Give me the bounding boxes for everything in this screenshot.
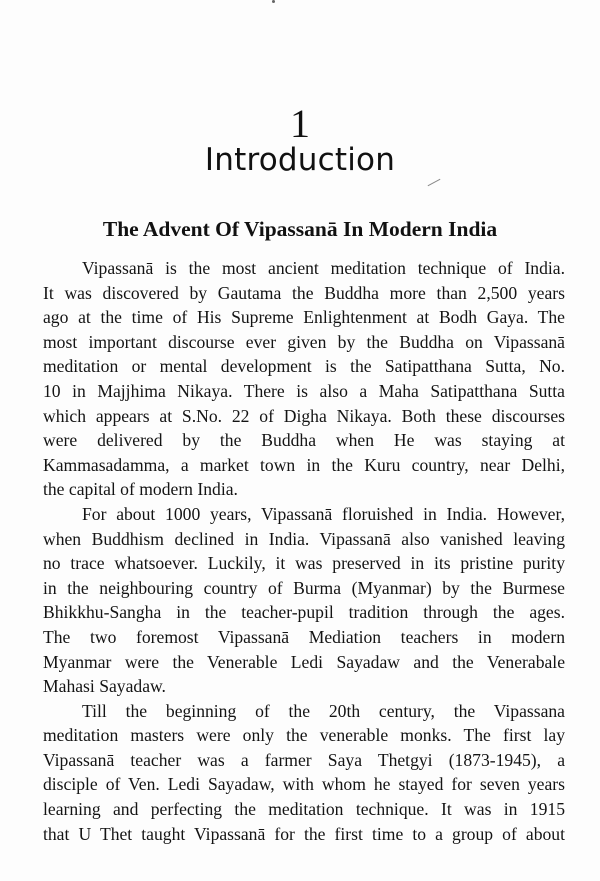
text-line: 10 in Majjhima Nikaya. There is also a Maha Satipatthana Sutta bbox=[43, 380, 565, 401]
print-speck bbox=[272, 0, 275, 3]
text-line: when Buddhism declined in India. Vipassanā also vanished leaving bbox=[43, 528, 565, 549]
text-line: were delivered by the Buddha when He was staying at bbox=[43, 430, 565, 451]
text-line: Kammasadamma, a market town in the Kuru country, near Delhi, bbox=[43, 454, 565, 475]
paragraph-1 bbox=[43, 256, 565, 502]
text-line: learning and perfecting the meditation technique. It was in 1915 bbox=[43, 799, 565, 820]
text-line: that U Thet taught Vipassanā for the first time to a group of about bbox=[43, 823, 565, 844]
text-line: which appears at S.No. 22 of Digha Nikaya. Both these discourses bbox=[43, 405, 565, 426]
text-line: It was discovered by Gautama the Buddha more than 2,500 years bbox=[43, 282, 565, 303]
text-line: Vipassanā teacher was a farmer Saya Thetgyi (1873-1945), a bbox=[43, 749, 565, 770]
paragraph-3 bbox=[43, 699, 565, 847]
text-line: Bhikkhu-Sangha in the teacher-pupil tradition through the ages. bbox=[43, 602, 565, 623]
text-line: ago at the time of His Supreme Enlightenment at Bodh Gaya. The bbox=[43, 307, 565, 328]
paragraph-2 bbox=[43, 502, 565, 699]
text-line: Mahasi Sayadaw. bbox=[43, 676, 166, 697]
text-line: Till the beginning of the 20th century, the Vipassana bbox=[82, 700, 565, 721]
text-line: The two foremost Vipassanā Mediation teachers in modern bbox=[43, 626, 565, 647]
text-line: For about 1000 years, Vipassanā floruished in India. However, bbox=[82, 503, 565, 524]
text-line: the capital of modern India. bbox=[43, 479, 238, 500]
text-line: in the neighbouring country of Burma (Myanmar) by the Burmese bbox=[43, 577, 565, 598]
text-line: disciple of Ven. Ledi Sayadaw, with whom he stayed for seven years bbox=[43, 774, 565, 795]
text-line: no trace whatsoever. Luckily, it was preserved in its pristine purity bbox=[43, 553, 565, 574]
chapter-title: Introduction bbox=[204, 142, 396, 178]
text-line: most important discourse ever given by the Buddha on Vipassanā bbox=[43, 331, 565, 352]
text-line: Vipassanā is the most ancient meditation technique of India. bbox=[82, 258, 565, 278]
text-line: Myanmar were the Venerable Ledi Sayadaw and the Venerabale bbox=[43, 651, 565, 672]
body-text bbox=[43, 256, 565, 846]
text-line: meditation masters were only the venerable monks. The first lay bbox=[43, 725, 565, 746]
text-line: meditation or mental development is the Satipatthana Sutta, No. bbox=[43, 356, 565, 377]
section-heading: The Advent Of Vipassanā In Modern India bbox=[102, 217, 498, 241]
chapter-number: 1 bbox=[290, 101, 310, 146]
